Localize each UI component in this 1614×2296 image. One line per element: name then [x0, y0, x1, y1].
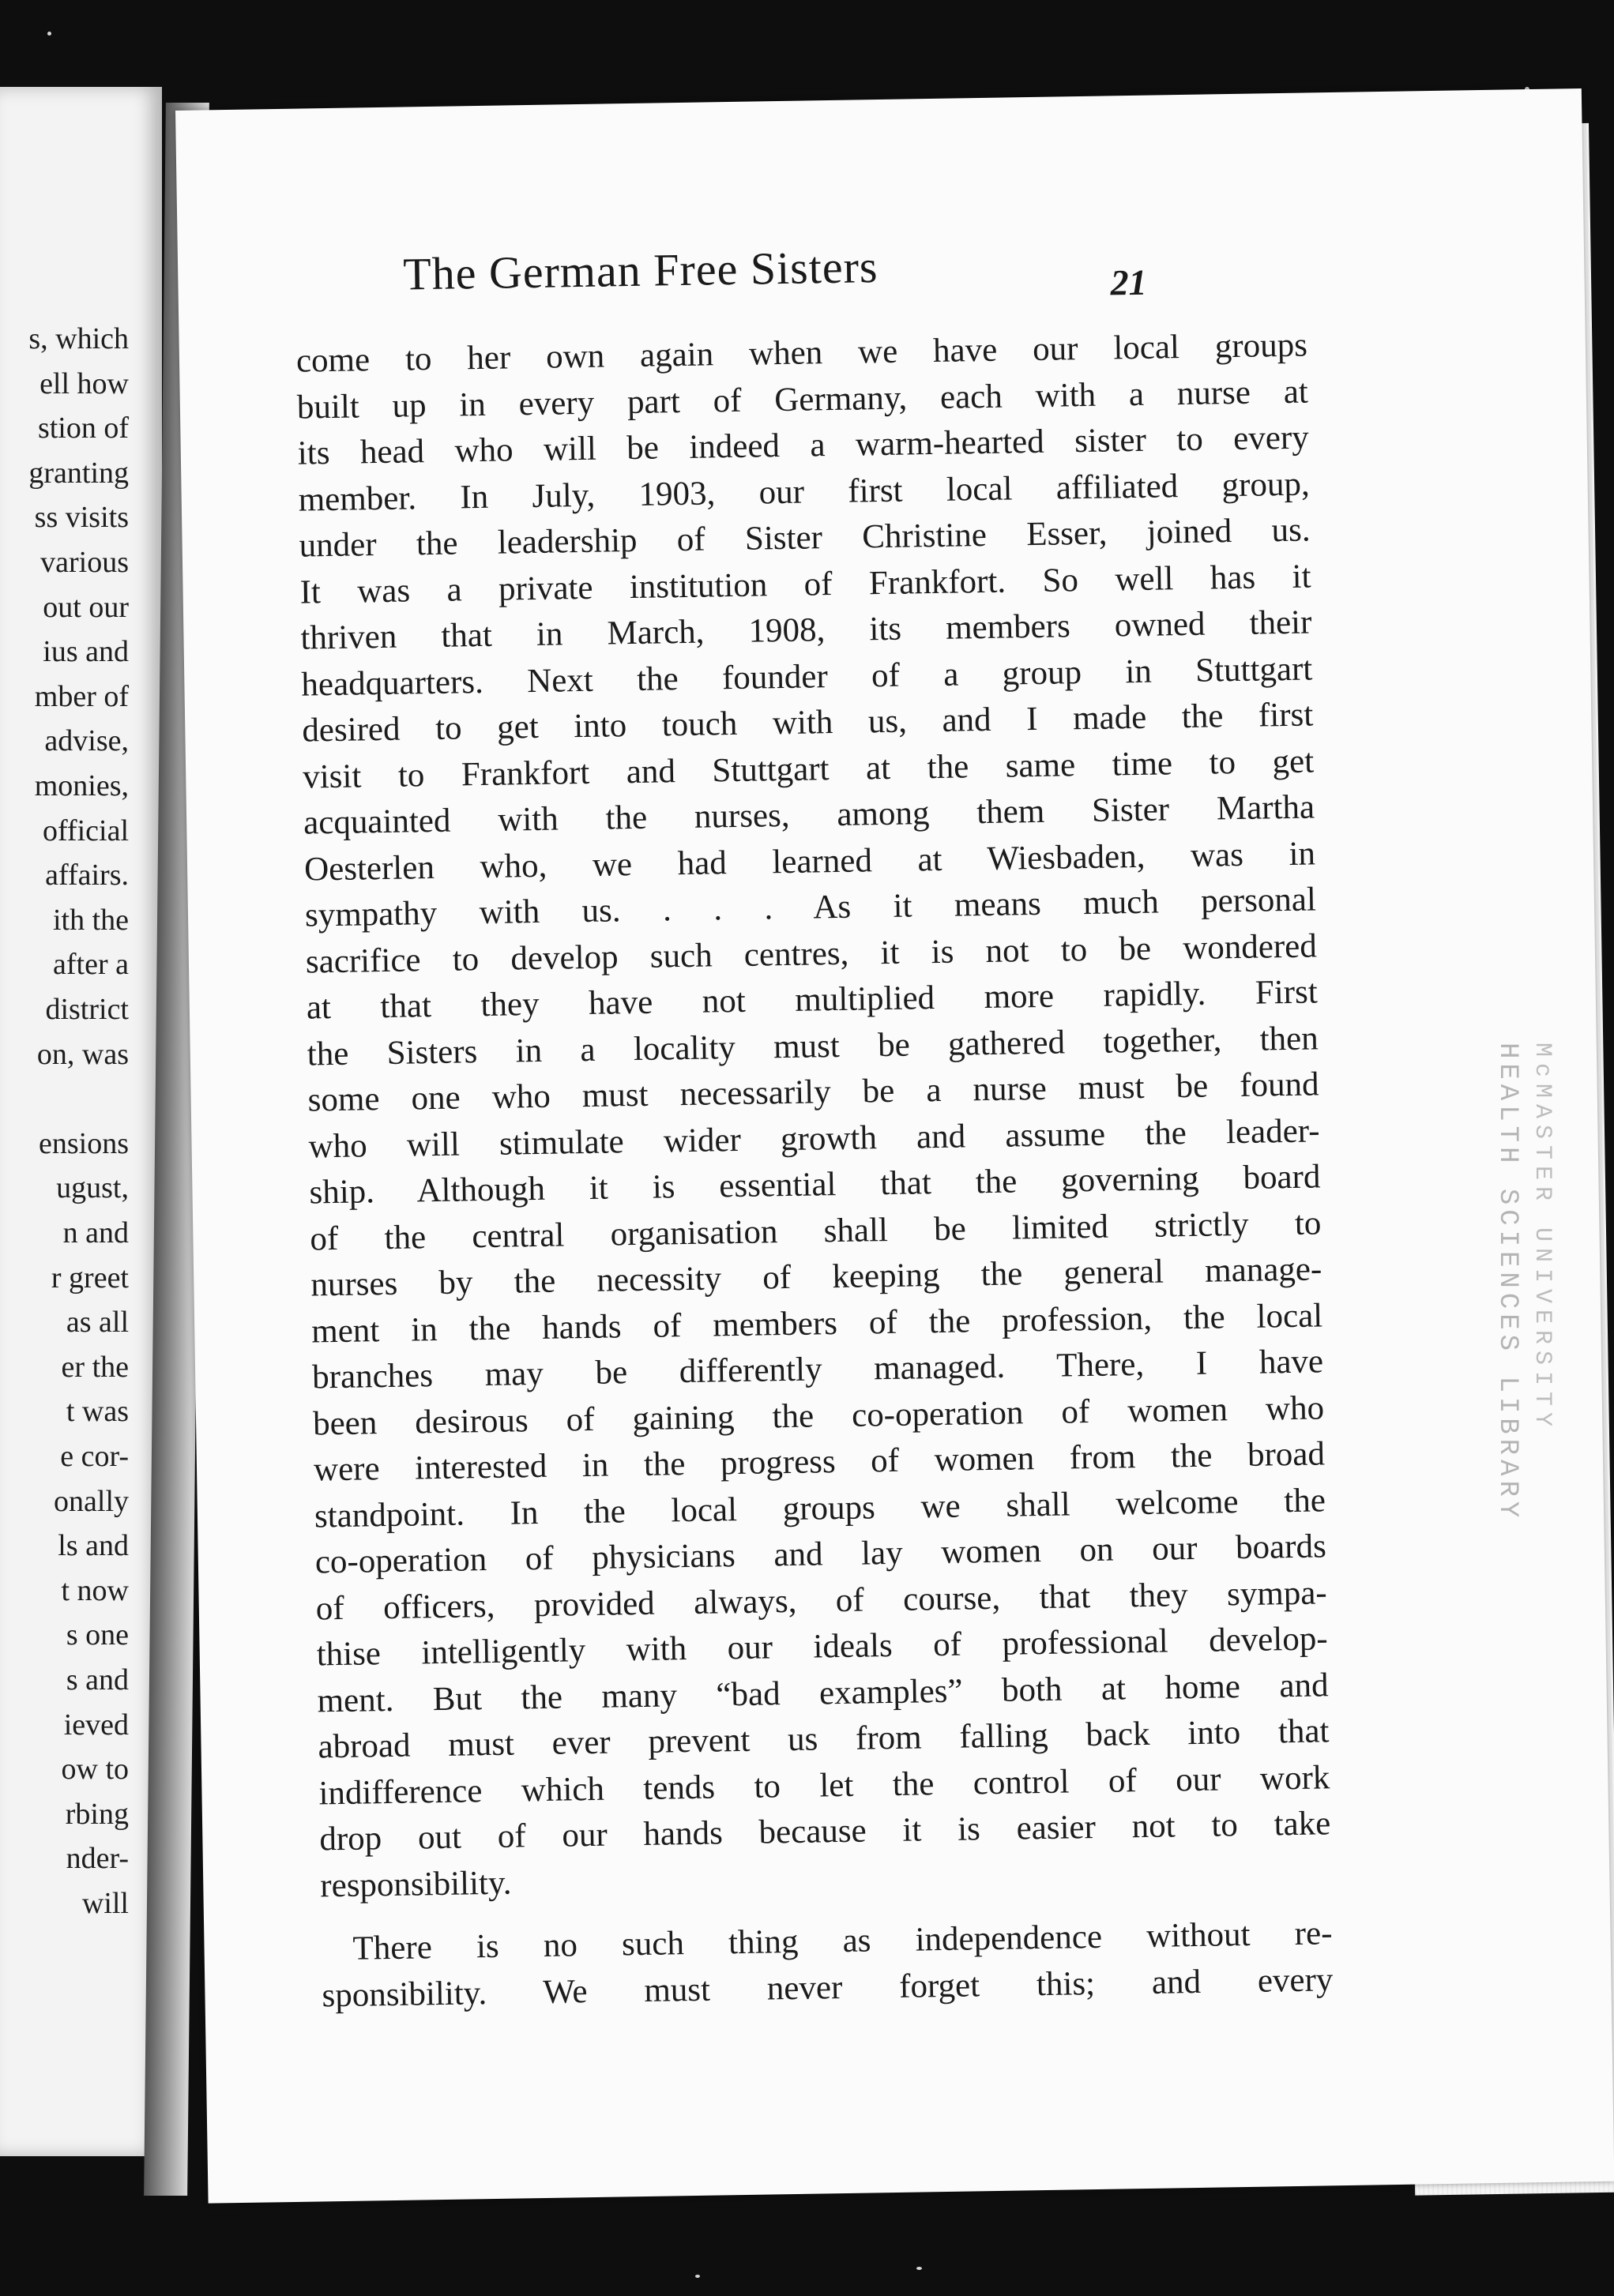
text-line: some one who must necessarily be a nurse must be found [307, 1065, 1319, 1119]
text-line: There is no such thing as independence without re- [352, 1915, 1333, 1967]
facing-page-line: s and [66, 1663, 129, 1697]
stamp-line-2: McMASTER UNIVERSITY [1529, 1043, 1556, 1434]
text-line: drop out of our hands because it is easier not to take [319, 1805, 1331, 1858]
text-line: sacrifice to develop such centres, it is not to be wondered [305, 926, 1318, 981]
text-line: standpoint. In the local groups we shall welcome the [314, 1481, 1326, 1535]
facing-page-line: affairs. [45, 859, 129, 892]
text-line: visit to Frankfort and Stuttgart at the same time to get [302, 742, 1315, 796]
facing-page-line: onally [54, 1484, 129, 1518]
running-head [175, 88, 1582, 303]
facing-page-line: will [81, 1887, 129, 1920]
facing-page-line: ieved [63, 1708, 129, 1742]
text-line: headquarters. Next the founder of a group in Stuttgart [301, 649, 1313, 704]
text-line: sponsibility. We must never forget this; and every [322, 1960, 1334, 2014]
facing-page [0, 87, 162, 2156]
text-line: responsibility. [319, 1864, 512, 1904]
stamp-line-1: HEALTH SCIENCES LIBRARY [1492, 1043, 1522, 1523]
text-line: It was a private institution of Frankfort. So well has it [299, 557, 1311, 611]
facing-page-line: s, which [28, 322, 129, 355]
facing-page-line: ith the [52, 903, 129, 937]
text-line: co-operation of physicians and lay women on our boards [314, 1528, 1327, 1581]
text-line: ment in the hands of members of the profession, the local [310, 1296, 1323, 1350]
text-line: nurses by the necessity of keeping the general manage- [310, 1250, 1322, 1304]
facing-page-line: advise, [44, 724, 129, 758]
facing-page-line: rbing [65, 1797, 129, 1831]
text-line: the Sisters in a locality must be gathered together, then [307, 1019, 1319, 1073]
facing-page-line: ss visits [34, 501, 129, 535]
text-line: who will stimulate wider growth and assume the leader- [308, 1111, 1320, 1166]
book-page [175, 88, 1614, 2204]
text-line: abroad must ever prevent us from falling back into that [318, 1712, 1330, 1766]
facing-page-line: stion of [37, 411, 129, 445]
text-line: come to her own again when we have our local groups [295, 326, 1308, 380]
facing-page-line: various [40, 546, 129, 579]
facing-page-line: ugust, [56, 1171, 129, 1205]
text-line: built up in every part of Germany, each with a nurse at [296, 373, 1309, 427]
facing-page-line: on, was [36, 1037, 129, 1071]
text-line: desired to get into touch with us, and I made the first [301, 696, 1314, 750]
facing-page-line: r greet [51, 1261, 129, 1295]
facing-page-line: ius and [43, 635, 129, 669]
text-line: member. In July, 1903, our first local affiliated group, [298, 465, 1310, 519]
facing-page-line: s one [66, 1618, 129, 1652]
facing-page-line: t was [66, 1395, 129, 1429]
text-line: Oesterlen who, we had learned at Wiesbaden, was in [303, 834, 1316, 889]
text-line: of officers, provided always, of course, that they sympa- [315, 1573, 1328, 1627]
facing-page-line: as all [66, 1306, 129, 1340]
facing-page-line: mber of [34, 679, 129, 713]
page-number: 21 [1110, 261, 1147, 303]
facing-page-line: district [45, 993, 129, 1026]
text-line: sympathy with us. . . . As it means much personal [304, 881, 1317, 934]
facing-page-line: er the [61, 1350, 129, 1384]
text-line: indifference which tends to let the control of our work [318, 1758, 1330, 1812]
text-line: ment. But the many “bad examples” both at home and [317, 1666, 1329, 1719]
text-line: thise intelligently with our ideals of professional develop- [316, 1620, 1328, 1674]
body-text [295, 326, 1334, 2014]
facing-page-line: official [42, 814, 129, 847]
page-header-title: The German Free Sisters [402, 241, 878, 300]
text-line: at that they have not multiplied more rapidly. First [306, 973, 1319, 1027]
text-line: its head who will be indeed a warm-hearted sister to every [297, 419, 1310, 472]
facing-page-line: out our [43, 590, 129, 624]
facing-page-line: after a [53, 948, 129, 982]
facing-page-line: granting [28, 456, 129, 490]
text-line: thriven that in March, 1908, its members owned their [300, 603, 1312, 657]
facing-page-line: e cor- [60, 1440, 129, 1473]
text-line: under the leadership of Sister Christine Esser, joined us. [299, 511, 1311, 565]
facing-page-line: ell how [40, 366, 129, 400]
facing-page-line: ls and [58, 1529, 129, 1563]
dust-speck [916, 2267, 922, 2270]
text-line: acquainted with the nurses, among them Sister Martha [303, 788, 1315, 842]
text-line: been desirous of gaining the co-operation of women who [312, 1388, 1325, 1442]
facing-page-line: nder- [66, 1842, 129, 1876]
text-line: ship. Although it is essential that the governing board [309, 1158, 1321, 1212]
facing-page-line: ensions [39, 1126, 129, 1160]
text-line: branches may be differently managed. There, I have [311, 1343, 1324, 1396]
facing-page-line: ow to [61, 1753, 129, 1787]
text-line: were interested in the progress of women from the broad [313, 1435, 1326, 1489]
facing-page-line: t now [61, 1573, 129, 1607]
facing-page-line: monies, [34, 769, 129, 802]
text-line: of the central organisation shall be limited strictly to [310, 1204, 1322, 1257]
dust-speck [47, 32, 51, 36]
facing-page-line: n and [62, 1216, 129, 1249]
dust-speck [695, 2275, 700, 2278]
